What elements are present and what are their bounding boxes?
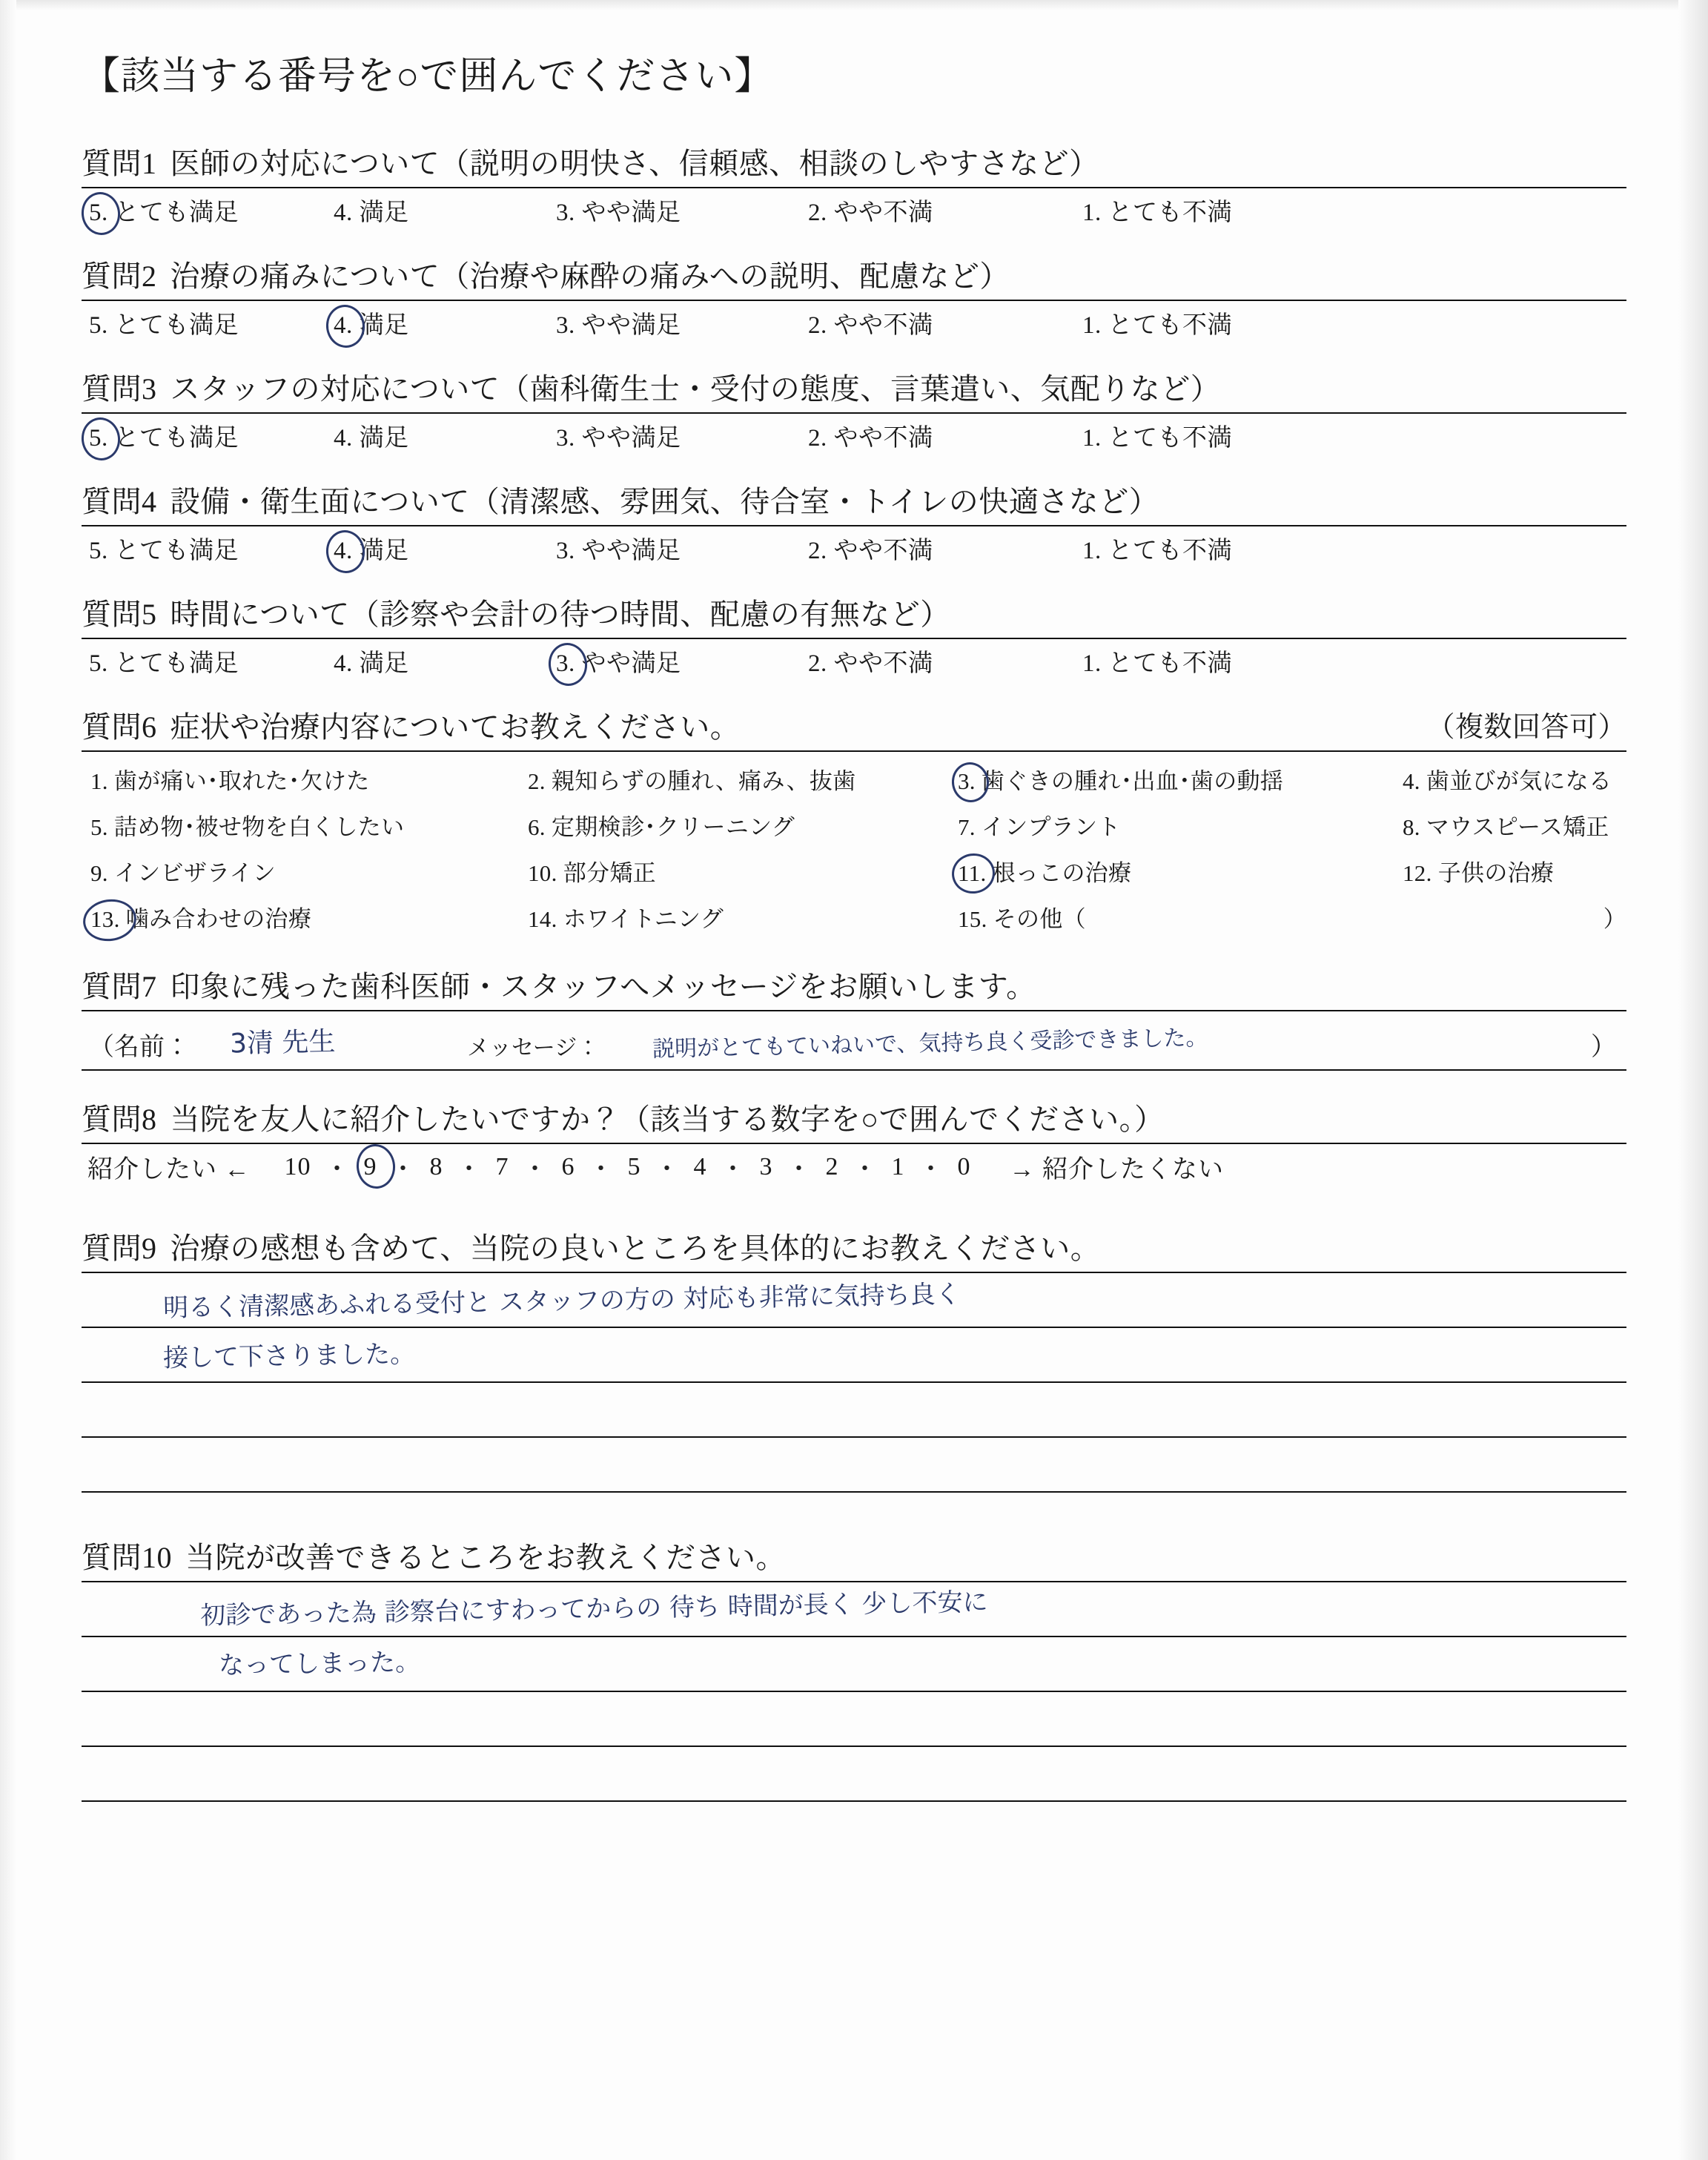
option-q3-2[interactable] <box>808 418 1082 453</box>
nps-value: 0 <box>957 1152 971 1180</box>
option-number: 2. <box>808 199 827 226</box>
option-number: 2. <box>808 538 827 564</box>
nps-separator: ・ <box>456 1156 483 1183</box>
option-q2-5[interactable] <box>89 305 334 340</box>
option-label: 歯並びが気になる <box>1426 768 1612 794</box>
scale-options-q1 <box>82 193 1626 228</box>
nps-value: 5 <box>627 1152 641 1180</box>
option-number: 2. <box>808 650 827 677</box>
nps-value: 6 <box>561 1152 575 1180</box>
option-label: やや満足 <box>581 199 681 226</box>
nps-value: 3 <box>759 1152 773 1180</box>
q6-option-4[interactable] <box>1403 762 1626 796</box>
nps-option-2[interactable] <box>817 1153 848 1181</box>
scan-edge-top <box>0 0 1708 10</box>
option-q1-3[interactable] <box>556 193 808 228</box>
option-label: ） <box>1603 906 1626 932</box>
option-label: 歯ぐきの腫れ･出血･歯の動揺 <box>981 768 1284 794</box>
nps-separator: ・ <box>588 1156 615 1183</box>
question-block-q9 <box>82 1225 1626 1493</box>
question-text-q5: 時間について（診察や会計の待つ時間、配慮の有無など） <box>170 598 950 631</box>
option-number: 1. <box>1082 199 1102 226</box>
nps-option-0[interactable] <box>949 1153 980 1181</box>
scale-options-q4 <box>82 531 1626 566</box>
q7-name-label: （名前： <box>89 1034 190 1061</box>
option-label: やや満足 <box>581 538 681 564</box>
option-label: やや不満 <box>833 538 933 564</box>
scale-options-q3 <box>82 418 1626 453</box>
nps-left-label: 紹介したい ← <box>87 1156 251 1183</box>
nps-numbers <box>276 1149 980 1185</box>
answer-line[interactable] <box>82 1381 1626 1436</box>
question-heading-q6 <box>82 704 1626 746</box>
option-number: 1. <box>90 768 108 794</box>
q6-option-10[interactable] <box>528 854 958 888</box>
option-number: 11. <box>958 860 987 886</box>
q6-option-9[interactable] <box>90 854 528 888</box>
option-label: 根っこの治療 <box>992 860 1132 886</box>
option-number: 3. <box>556 312 575 339</box>
option-label: 歯が痛い･取れた･欠けた <box>113 768 370 794</box>
option-number: 4. <box>334 199 353 226</box>
question-block-q7 <box>82 963 1626 1071</box>
nps-option-9[interactable] <box>355 1153 386 1181</box>
question-heading-q2 <box>82 253 1626 295</box>
nps-right-label: → 紹介したくない <box>1009 1156 1224 1183</box>
answer-line[interactable] <box>82 1272 1626 1327</box>
option-number: 1. <box>1082 538 1102 564</box>
question-text-q8: 当院を友人に紹介したいですか？（該当する数字を○で囲んでください。） <box>170 1103 1165 1136</box>
option-q5-5[interactable] <box>89 644 334 678</box>
option-number: 15. <box>958 906 987 932</box>
question-number-q9: 質問9 <box>82 1232 157 1265</box>
option-label: 詰め物･被せ物を白くしたい <box>113 814 405 840</box>
page-title: 【該当する番号を○で囲んでください】 <box>82 56 774 98</box>
divider <box>82 412 1626 414</box>
option-q2-3[interactable] <box>556 305 808 340</box>
option-number: 1. <box>1082 425 1102 452</box>
question-heading-q7 <box>82 963 1626 1005</box>
q6-option-8[interactable] <box>1403 808 1626 842</box>
option-label: 子供の治療 <box>1437 860 1555 886</box>
question-text-q10: 当院が改善できるところをお教えください。 <box>185 1541 786 1574</box>
option-q4-3[interactable] <box>556 531 808 566</box>
q6-option-6[interactable] <box>528 808 958 842</box>
option-label: やや不満 <box>833 199 933 226</box>
question-heading-q1 <box>82 140 1626 182</box>
option-number: 6. <box>528 814 546 840</box>
option-number: 12. <box>1403 860 1432 886</box>
option-label: 満足 <box>359 425 409 452</box>
nps-separator: ・ <box>786 1156 812 1183</box>
nps-option-7[interactable] <box>487 1153 518 1181</box>
question-text-q3: スタッフの対応について（歯科衛生士・受付の態度、言葉遣い、気配りなど） <box>170 372 1221 406</box>
nps-value: 10 <box>284 1152 311 1180</box>
option-number: 1. <box>1082 312 1102 339</box>
q6-option-14[interactable] <box>528 900 958 934</box>
option-number: 5. <box>89 312 108 339</box>
option-label: マウスピース矯正 <box>1426 814 1609 840</box>
option-label: とても不満 <box>1108 425 1232 452</box>
scan-edge-left <box>0 0 16 2160</box>
question-text-q9: 治療の感想も含めて、当院の良いところを具体的にお教えください。 <box>170 1232 1101 1265</box>
option-number: 2. <box>808 425 827 452</box>
question-number-q7: 質問7 <box>82 970 157 1003</box>
question-text-q7: 印象に残った歯科医師・スタッフへメッセージをお願いします。 <box>170 970 1036 1003</box>
q7-answer-row[interactable] <box>82 1016 1626 1075</box>
question-number-q3: 質問3 <box>82 372 157 406</box>
q6-option-15-close <box>1403 900 1626 934</box>
option-number: 9. <box>90 860 108 886</box>
question-block-q10 <box>82 1534 1626 1802</box>
answer-line[interactable] <box>82 1745 1626 1802</box>
option-number: 4. <box>334 425 353 452</box>
option-q5-3[interactable] <box>556 644 808 678</box>
question-number-q2: 質問2 <box>82 260 157 293</box>
option-label: 噛み合わせの治療 <box>125 906 312 932</box>
question-block-q5 <box>82 591 1626 678</box>
answer-line[interactable] <box>82 1327 1626 1381</box>
scale-options-q5 <box>82 644 1626 678</box>
q6-option-1[interactable] <box>90 762 528 796</box>
question-text-q4: 設備・衛生面について（清潔感、雰囲気、待合室・トイレの快適さなど） <box>170 485 1159 518</box>
nps-separator: ・ <box>324 1156 351 1183</box>
option-q4-2[interactable] <box>808 531 1082 566</box>
scale-options-q2 <box>82 305 1626 340</box>
question-text-q6: 症状や治療内容についてお教えください。 <box>170 710 741 744</box>
option-q2-2[interactable] <box>808 305 1082 340</box>
option-number: 3. <box>958 768 976 794</box>
divider <box>82 187 1626 188</box>
option-label: とても満足 <box>114 538 239 564</box>
option-number: 4. <box>334 312 353 339</box>
option-q1-1[interactable] <box>1082 193 1334 228</box>
q6-option-3[interactable] <box>958 762 1403 796</box>
question-block-q3 <box>82 366 1626 453</box>
option-label: 親知らずの腫れ、痛み、抜歯 <box>551 768 856 794</box>
question-heading-q5 <box>82 591 1626 633</box>
option-q2-4[interactable] <box>334 305 556 340</box>
option-q4-5[interactable] <box>89 531 334 566</box>
scan-edge-right <box>1678 0 1708 2160</box>
nps-option-4[interactable] <box>685 1153 716 1181</box>
question-heading-q10 <box>82 1534 1626 1576</box>
option-label: とても満足 <box>114 312 239 339</box>
nps-separator: ・ <box>390 1156 417 1183</box>
option-number: 5. <box>89 538 108 564</box>
option-q3-3[interactable] <box>556 418 808 453</box>
question-heading-q8 <box>82 1096 1626 1138</box>
nps-separator: ・ <box>654 1156 681 1183</box>
question-text-q2: 治療の痛みについて（治療や麻酔の痛みへの説明、配慮など） <box>170 260 1010 293</box>
divider <box>82 638 1626 639</box>
option-label: やや満足 <box>581 425 681 452</box>
option-label: インビザライン <box>113 860 277 886</box>
option-number: 4. <box>334 538 353 564</box>
q6-option-grid <box>82 756 1626 934</box>
option-number: 13. <box>90 906 120 932</box>
nps-value: 1 <box>891 1152 905 1180</box>
option-label: 満足 <box>359 650 409 677</box>
q9-handwriting-line-1: 明るく清潔感あふれる受付と スタッフの方の 対応も非常に気持ち良く <box>162 1279 961 1324</box>
q9-answer-lines[interactable] <box>82 1272 1626 1493</box>
option-label: 満足 <box>359 538 409 564</box>
nps-separator: ・ <box>918 1156 944 1183</box>
nps-separator: ・ <box>720 1156 747 1183</box>
option-label: インプラント <box>981 814 1121 840</box>
q7-message-label: メッセージ： <box>467 1036 600 1060</box>
nps-separator: ・ <box>852 1156 878 1183</box>
nps-option-6[interactable] <box>553 1153 584 1181</box>
option-q5-1[interactable] <box>1082 644 1334 678</box>
option-number: 8. <box>1403 814 1420 840</box>
option-q3-1[interactable] <box>1082 418 1334 453</box>
answer-line[interactable] <box>82 1691 1626 1745</box>
option-label: やや満足 <box>581 650 681 677</box>
question-number-q6: 質問6 <box>82 710 157 744</box>
q6-option-5[interactable] <box>90 808 528 842</box>
divider <box>82 750 1626 752</box>
q10-handwriting-line-1: 初診であった為 診察台にすわってからの 待ち 時間が長く 少し不安に <box>199 1587 988 1631</box>
q6-option-7[interactable] <box>958 808 1403 842</box>
option-number: 1. <box>1082 650 1102 677</box>
question-number-q8: 質問8 <box>82 1103 157 1136</box>
nps-option-10[interactable] <box>276 1153 320 1181</box>
question-block-q6 <box>82 704 1626 934</box>
option-label: とても不満 <box>1108 650 1232 677</box>
option-q1-2[interactable] <box>808 193 1082 228</box>
option-label: とても満足 <box>114 425 239 452</box>
q7-close-paren: ） <box>1591 1034 1616 1061</box>
nps-value: 4 <box>693 1152 707 1180</box>
nps-separator: ・ <box>522 1156 549 1183</box>
question-block-q2 <box>82 253 1626 340</box>
question-heading-q3 <box>82 366 1626 408</box>
q7-name-value: 3清 先生 <box>229 1026 336 1060</box>
option-q4-4[interactable] <box>334 531 556 566</box>
q6-option-13[interactable] <box>90 900 528 934</box>
nps-option-1[interactable] <box>883 1153 914 1181</box>
nps-value: 8 <box>429 1152 443 1180</box>
option-number: 5. <box>89 650 108 677</box>
option-number: 5. <box>90 814 108 840</box>
option-label: やや満足 <box>581 312 681 339</box>
option-number: 5. <box>89 199 108 226</box>
q6-option-11[interactable] <box>958 854 1403 888</box>
option-label: 満足 <box>359 199 409 226</box>
option-q1-5[interactable] <box>89 193 334 228</box>
option-q4-1[interactable] <box>1082 531 1334 566</box>
option-q3-5[interactable] <box>89 418 334 453</box>
q6-option-12[interactable] <box>1403 854 1626 888</box>
option-label: その他（ <box>993 906 1086 932</box>
question-number-q4: 質問4 <box>82 485 157 518</box>
option-number: 3. <box>556 538 575 564</box>
option-q1-4[interactable] <box>334 193 556 228</box>
option-number: 7. <box>958 814 976 840</box>
question-heading-q4 <box>82 478 1626 521</box>
option-q5-2[interactable] <box>808 644 1082 678</box>
answer-line[interactable] <box>82 1636 1626 1691</box>
q9-handwriting-line-2: 接して下さりました。 <box>162 1339 416 1373</box>
nps-option-8[interactable] <box>421 1153 452 1181</box>
q10-handwriting-line-2: なってしまった。 <box>218 1647 421 1681</box>
option-number: 2. <box>808 312 827 339</box>
question-text-q1: 医師の対応について（説明の明快さ、信頼感、相談のしやすさなど） <box>170 147 1099 180</box>
question-block-q8 <box>82 1096 1626 1185</box>
option-label: やや不満 <box>833 650 933 677</box>
option-number: 3. <box>556 425 575 452</box>
option-label: とても満足 <box>114 650 239 677</box>
option-number: 3. <box>556 199 575 226</box>
option-label: とても不満 <box>1108 312 1232 339</box>
divider <box>82 300 1626 301</box>
option-label: 定期検診･クリーニング <box>551 814 795 840</box>
option-label: とても満足 <box>114 199 239 226</box>
question-number-q5: 質問5 <box>82 598 157 631</box>
divider <box>82 525 1626 526</box>
question-block-q1 <box>82 140 1626 228</box>
nps-option-5[interactable] <box>619 1153 650 1181</box>
q7-message-value: 説明がとてもていねいで、気持ち良く受診できました。 <box>652 1025 1208 1063</box>
nps-value: 2 <box>825 1152 839 1180</box>
option-label: やや不満 <box>833 425 933 452</box>
nps-scale-row <box>82 1149 1626 1185</box>
option-label: とても不満 <box>1108 199 1232 226</box>
q6-option-2[interactable] <box>528 762 958 796</box>
divider <box>82 1010 1626 1011</box>
question-number-q10: 質問10 <box>82 1541 172 1574</box>
question-number-q1: 質問1 <box>82 147 157 180</box>
option-label: やや不満 <box>833 312 933 339</box>
multi-answer-note: （複数回答可） <box>1426 712 1626 743</box>
option-q2-1[interactable] <box>1082 305 1334 340</box>
question-block-q4 <box>82 478 1626 566</box>
question-heading-q9 <box>82 1225 1626 1267</box>
q6-option-15[interactable] <box>958 900 1403 934</box>
nps-value: 7 <box>495 1152 509 1180</box>
option-number: 4. <box>334 650 353 677</box>
option-q3-4[interactable] <box>334 418 556 453</box>
option-number: 3. <box>556 650 575 677</box>
q10-answer-lines[interactable] <box>82 1581 1626 1802</box>
nps-option-3[interactable] <box>751 1153 782 1181</box>
option-label: 満足 <box>359 312 409 339</box>
answer-line[interactable] <box>82 1581 1626 1636</box>
option-label: 部分矯正 <box>563 860 656 886</box>
nps-value: 9 <box>363 1152 377 1180</box>
option-label: ホワイトニング <box>563 906 724 932</box>
option-number: 4. <box>1403 768 1420 794</box>
answer-line[interactable] <box>82 1436 1626 1493</box>
option-number: 10. <box>528 860 557 886</box>
option-label: とても不満 <box>1108 538 1232 564</box>
divider <box>82 1143 1626 1144</box>
option-number: 5. <box>89 425 108 452</box>
option-number: 14. <box>528 906 557 932</box>
option-q5-4[interactable] <box>334 644 556 678</box>
option-number: 2. <box>528 768 546 794</box>
